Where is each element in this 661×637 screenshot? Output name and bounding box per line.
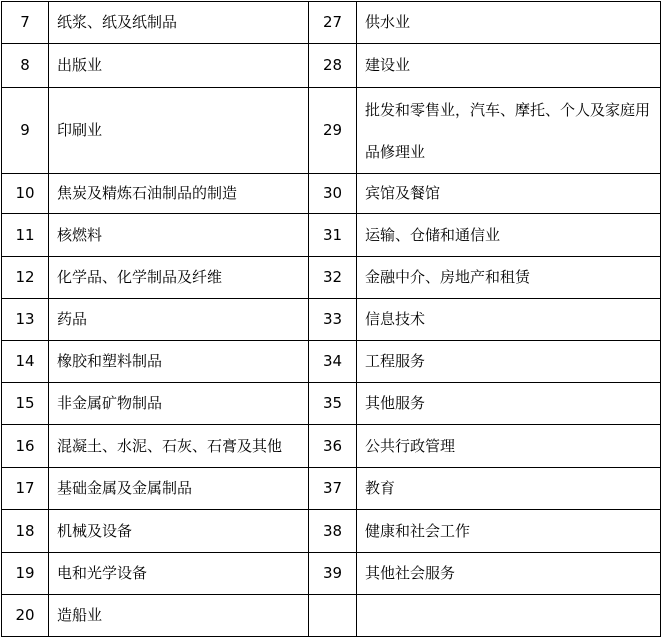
left-name-cell: 电和光学设备 bbox=[49, 553, 309, 595]
table-row bbox=[2, 553, 661, 595]
left-code-cell: 11 bbox=[2, 214, 49, 257]
right-name-cell bbox=[357, 595, 661, 637]
right-name-cell: 宾馆及餐馆 bbox=[357, 174, 661, 214]
table-row bbox=[2, 174, 661, 214]
right-name-cell: 其他服务 bbox=[357, 383, 661, 425]
left-name-cell: 造船业 bbox=[49, 595, 309, 637]
right-code-cell: 39 bbox=[309, 553, 357, 595]
left-name-cell: 核燃料 bbox=[49, 214, 309, 257]
left-code-cell: 7 bbox=[2, 2, 49, 44]
right-name-cell: 供水业 bbox=[357, 2, 661, 44]
right-code-cell: 28 bbox=[309, 44, 357, 88]
right-code-cell: 33 bbox=[309, 299, 357, 341]
left-name-cell: 非金属矿物制品 bbox=[49, 383, 309, 425]
left-code-cell: 17 bbox=[2, 468, 49, 510]
table-row bbox=[2, 257, 661, 299]
left-code-cell: 8 bbox=[2, 44, 49, 88]
right-code-cell: 34 bbox=[309, 341, 357, 383]
table-row bbox=[2, 468, 661, 510]
table-row bbox=[2, 299, 661, 341]
right-code-cell: 27 bbox=[309, 2, 357, 44]
left-name-cell: 机械及设备 bbox=[49, 510, 309, 553]
right-name-cell: 其他社会服务 bbox=[357, 553, 661, 595]
left-code-cell: 19 bbox=[2, 553, 49, 595]
table-row bbox=[2, 595, 661, 637]
left-name-cell: 混凝土、水泥、石灰、石膏及其他 bbox=[49, 425, 309, 468]
right-name-cell: 运输、仓储和通信业 bbox=[357, 214, 661, 257]
left-name-cell: 基础金属及金属制品 bbox=[49, 468, 309, 510]
right-code-cell: 35 bbox=[309, 383, 357, 425]
table-row bbox=[2, 341, 661, 383]
table-row bbox=[2, 425, 661, 468]
left-name-cell: 化学品、化学制品及纤维 bbox=[49, 257, 309, 299]
right-code-cell bbox=[309, 595, 357, 637]
right-name-cell: 批发和零售业，汽车、摩托、个人及家庭用品修理业 bbox=[357, 88, 661, 174]
left-code-cell: 12 bbox=[2, 257, 49, 299]
right-name-cell: 信息技术 bbox=[357, 299, 661, 341]
right-code-cell: 36 bbox=[309, 425, 357, 468]
right-code-cell: 31 bbox=[309, 214, 357, 257]
table-row bbox=[2, 2, 661, 44]
left-code-cell: 18 bbox=[2, 510, 49, 553]
left-code-cell: 14 bbox=[2, 341, 49, 383]
right-code-cell: 30 bbox=[309, 174, 357, 214]
right-name-cell: 公共行政管理 bbox=[357, 425, 661, 468]
table-row bbox=[2, 44, 661, 88]
left-code-cell: 16 bbox=[2, 425, 49, 468]
table-row bbox=[2, 88, 661, 174]
right-code-cell: 32 bbox=[309, 257, 357, 299]
left-name-cell: 纸浆、纸及纸制品 bbox=[49, 2, 309, 44]
right-code-cell: 29 bbox=[309, 88, 357, 174]
right-name-cell: 金融中介、房地产和租赁 bbox=[357, 257, 661, 299]
left-name-cell: 药品 bbox=[49, 299, 309, 341]
table-row bbox=[2, 214, 661, 257]
left-code-cell: 10 bbox=[2, 174, 49, 214]
left-name-cell: 橡胶和塑料制品 bbox=[49, 341, 309, 383]
table-row bbox=[2, 383, 661, 425]
table-row bbox=[2, 510, 661, 553]
left-name-cell: 焦炭及精炼石油制品的制造 bbox=[49, 174, 309, 214]
right-name-cell: 建设业 bbox=[357, 44, 661, 88]
right-code-cell: 38 bbox=[309, 510, 357, 553]
left-name-cell: 印刷业 bbox=[49, 88, 309, 174]
right-name-cell: 健康和社会工作 bbox=[357, 510, 661, 553]
right-code-cell: 37 bbox=[309, 468, 357, 510]
left-code-cell: 13 bbox=[2, 299, 49, 341]
left-name-cell: 出版业 bbox=[49, 44, 309, 88]
right-name-cell: 教育 bbox=[357, 468, 661, 510]
right-name-cell: 工程服务 bbox=[357, 341, 661, 383]
left-code-cell: 15 bbox=[2, 383, 49, 425]
left-code-cell: 20 bbox=[2, 595, 49, 637]
industry-classification-table bbox=[1, 1, 661, 637]
left-code-cell: 9 bbox=[2, 88, 49, 174]
